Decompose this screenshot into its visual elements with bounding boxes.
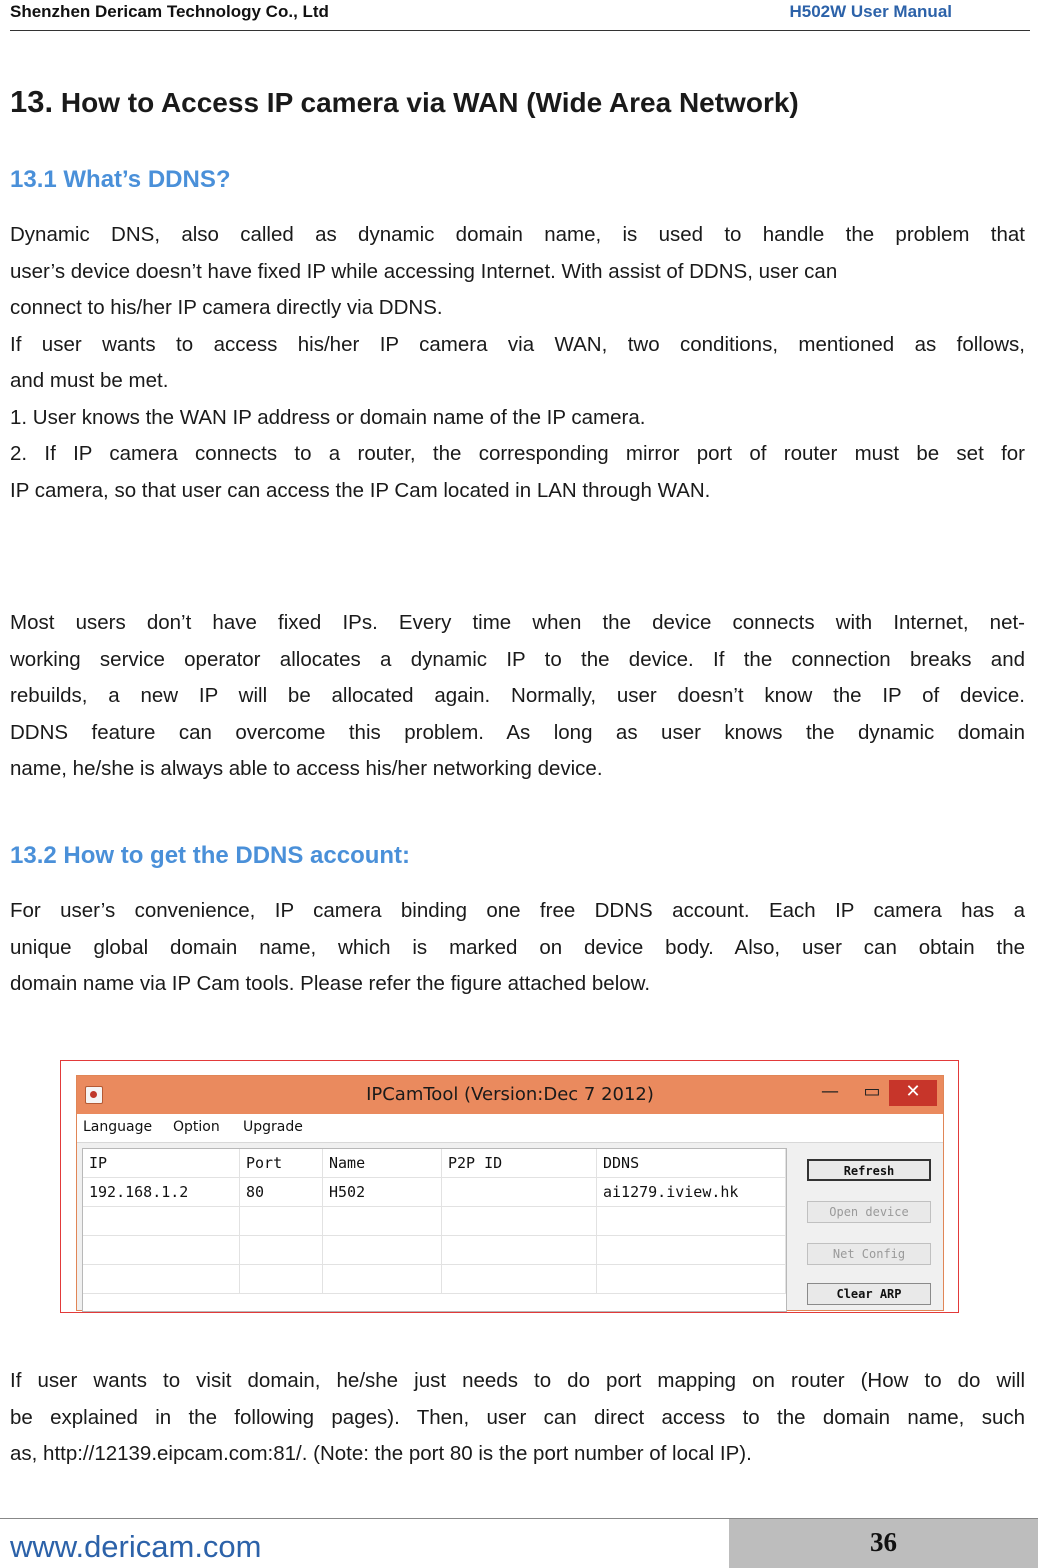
window-title: IPCamTool (Version:Dec 7 2012) <box>366 1084 654 1105</box>
text-line: be explained in the following pages). Then, user can direct access to the domain name, such <box>10 1405 1025 1429</box>
menu-language[interactable]: Language <box>83 1119 153 1135</box>
paragraph-dynamic-ip <box>10 605 1025 788</box>
text-line: and must be met. <box>10 369 169 392</box>
cell-ddns <box>597 1207 786 1236</box>
column-header-name[interactable]: Name <box>323 1149 442 1178</box>
text-line: DDNS feature can overcome this problem. As long as user knows the dynamic domain <box>10 720 1025 744</box>
cell-ip <box>83 1207 240 1236</box>
page-header <box>10 0 1030 31</box>
text-line: domain name via IP Cam tools. Please refer the figure attached below. <box>10 972 651 995</box>
cell-ddns <box>597 1265 786 1294</box>
cell-name <box>323 1207 442 1236</box>
cell-p2p-id <box>442 1265 597 1294</box>
text-line: 2. If IP camera connects to a router, the corresponding mirror port of router must be set for <box>10 442 1025 465</box>
text-line: unique global domain name, which is marked on device body. Also, user can obtain the <box>10 935 1025 959</box>
text-line: IP camera, so that user can access the IP Cam located in LAN through WAN. <box>10 478 711 502</box>
column-header-ddns[interactable]: DDNS <box>597 1149 786 1178</box>
table-row[interactable] <box>83 1207 786 1236</box>
text-line: For user’s convenience, IP camera binding one free DDNS account. Each IP camera has a <box>10 899 1025 922</box>
cell-p2p-id <box>442 1207 597 1236</box>
column-header-ip[interactable]: IP <box>83 1149 240 1178</box>
text-line: connect to his/her IP camera directly via DDNS. <box>10 296 443 319</box>
page-footer <box>0 1518 1038 1568</box>
close-button[interactable]: ✕ <box>889 1080 937 1106</box>
cell-port: 80 <box>240 1178 323 1207</box>
maximize-button[interactable]: ▭ <box>863 1081 881 1102</box>
paragraph-ddns-intro <box>10 217 1025 509</box>
cell-port <box>240 1207 323 1236</box>
company-name: Shenzhen Dericam Technology Co., Ltd <box>10 2 329 21</box>
text-line: 1. User knows the WAN IP address or domain name of the IP camera. <box>10 405 646 429</box>
net-config-button[interactable]: Net Config <box>807 1243 931 1265</box>
table-row[interactable] <box>83 1265 786 1294</box>
column-header-port[interactable]: Port <box>240 1149 323 1178</box>
text-line: If user wants to visit domain, he/she just needs to do port mapping on router (How to do will <box>10 1369 1025 1392</box>
ipcamtool-screenshot <box>60 1060 959 1313</box>
ipcamtool-window <box>76 1075 944 1311</box>
text-line: Dynamic DNS, also called as dynamic domain name, is used to handle the problem that <box>10 223 1025 246</box>
text-line: Most users don’t have fixed IPs. Every time when the device connects with Internet, net- <box>10 611 1025 634</box>
cell-port <box>240 1265 323 1294</box>
clear-arp-button[interactable]: Clear ARP <box>807 1283 931 1305</box>
text-line: as, http://12139.eipcam.com:81/. (Note: the port 80 is the port number of local IP). <box>10 1442 752 1465</box>
menu-option[interactable]: Option <box>173 1119 220 1135</box>
section-title: How to Access IP camera via WAN (Wide Area Network) <box>60 87 799 118</box>
minimize-button[interactable]: — <box>821 1081 839 1102</box>
text-line: user’s device doesn’t have fixed IP while accessing Internet. With assist of DDNS, user can <box>10 259 838 283</box>
menu-upgrade[interactable]: Upgrade <box>243 1119 303 1135</box>
text-line: rebuilds, a new IP will be allocated again. Normally, user doesn’t know the IP of device. <box>10 684 1025 707</box>
cell-name <box>323 1265 442 1294</box>
cell-ddns <box>597 1236 786 1265</box>
table-row[interactable] <box>83 1178 786 1207</box>
table-header-row <box>83 1149 786 1178</box>
manual-title: H502W User Manual <box>789 2 952 21</box>
page-number-box <box>729 1519 1038 1568</box>
cell-port <box>240 1236 323 1265</box>
paragraph-port-mapping <box>10 1363 1025 1473</box>
cell-p2p-id <box>442 1236 597 1265</box>
text-line: working service operator allocates a dynamic IP to the device. If the connection breaks and <box>10 647 1025 671</box>
footer-website-link[interactable]: www.dericam.com <box>10 1529 262 1564</box>
device-table <box>82 1148 787 1312</box>
cell-p2p-id <box>442 1178 597 1207</box>
section-number: 13. <box>10 84 54 119</box>
menu-bar <box>77 1114 943 1143</box>
page-number: 36 <box>870 1527 897 1557</box>
section-heading <box>10 84 799 120</box>
subsection-heading-account: 13.2 How to get the DDNS account: <box>10 842 411 869</box>
cell-name: H502 <box>323 1178 442 1207</box>
open-device-button[interactable]: Open device <box>807 1201 931 1223</box>
cell-ip <box>83 1265 240 1294</box>
cell-ddns: ai1279.iview.hk <box>597 1178 786 1207</box>
cell-ip <box>83 1236 240 1265</box>
text-line: name, he/she is always able to access his/her networking device. <box>10 757 603 780</box>
subsection-heading-ddns: 13.1 What’s DDNS? <box>10 166 231 193</box>
text-line: If user wants to access his/her IP camera via WAN, two conditions, mentioned as follows, <box>10 332 1025 356</box>
paragraph-account <box>10 893 1025 1003</box>
table-row[interactable] <box>83 1236 786 1265</box>
cell-name <box>323 1236 442 1265</box>
refresh-button[interactable]: Refresh <box>807 1159 931 1181</box>
cell-ip: 192.168.1.2 <box>83 1178 240 1207</box>
window-titlebar[interactable] <box>77 1076 943 1114</box>
column-header-p2p-id[interactable]: P2P ID <box>442 1149 597 1178</box>
